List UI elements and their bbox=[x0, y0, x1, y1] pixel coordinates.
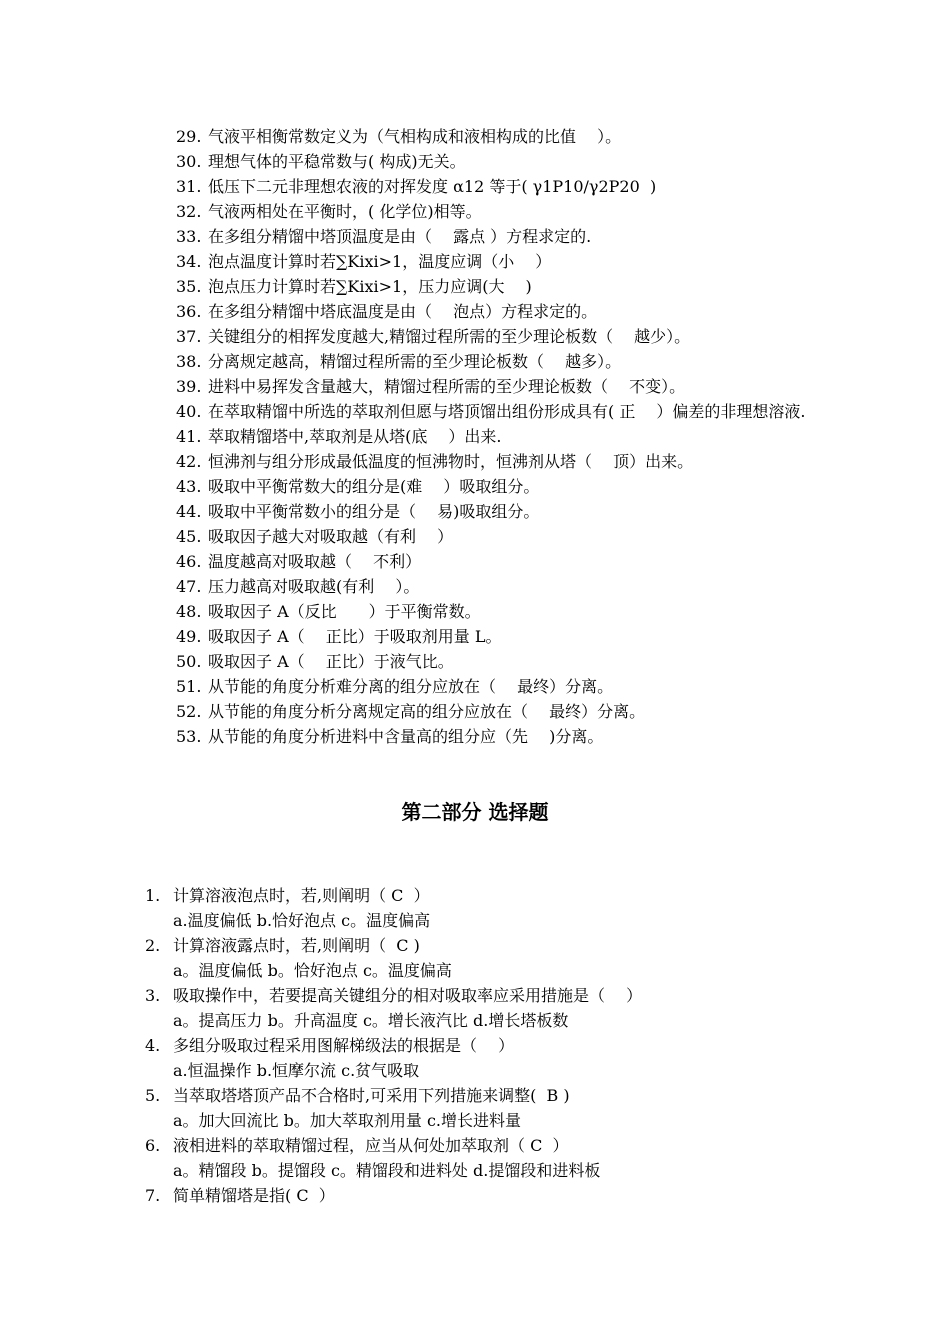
question-text: 吸取操作中，若要提高关键组分的相对吸取率应采用措施是（ ） bbox=[173, 986, 643, 1005]
fill-in-list bbox=[176, 124, 816, 749]
question-line bbox=[145, 1083, 825, 1108]
item-number: 42. bbox=[176, 452, 202, 471]
item-text: 气液平相衡常数定义为（气相构成和液相构成的比值 ）。 bbox=[208, 127, 622, 146]
item-number: 45. bbox=[176, 527, 202, 546]
item-number: 49. bbox=[176, 627, 202, 646]
item-text: 低压下二元非理想农液的对挥发度 α12 等于( γ1P10/γ2P20 ) bbox=[208, 177, 657, 196]
list-item bbox=[176, 324, 816, 349]
item-number: 41. bbox=[176, 427, 202, 446]
question-number: 5. bbox=[145, 1086, 161, 1105]
item-number: 44. bbox=[176, 502, 202, 521]
item-number: 37. bbox=[176, 327, 202, 346]
item-number: 48. bbox=[176, 602, 202, 621]
list-item bbox=[176, 474, 816, 499]
item-text: 理想气体的平稳常数与( 构成)无关。 bbox=[208, 152, 466, 171]
list-item bbox=[176, 374, 816, 399]
list-item bbox=[176, 699, 816, 724]
list-item bbox=[176, 674, 816, 699]
question-number: 3. bbox=[145, 986, 161, 1005]
list-item bbox=[176, 424, 816, 449]
item-number: 40. bbox=[176, 402, 202, 421]
list-item bbox=[176, 274, 816, 299]
item-number: 43. bbox=[176, 477, 202, 496]
item-text: 进料中易挥发含量越大，精馏过程所需的至少理论板数（ 不变）。 bbox=[208, 377, 686, 396]
item-number: 32. bbox=[176, 202, 202, 221]
item-text: 从节能的角度分析分离规定高的组分应放在（ 最终）分离。 bbox=[208, 702, 646, 721]
question-options: a。提高压力 b。升高温度 c。增长液汽比 d.增长塔板数 bbox=[173, 1011, 569, 1030]
item-text: 压力越高对吸取越(有利 ）。 bbox=[208, 577, 420, 596]
list-item bbox=[176, 299, 816, 324]
item-text: 分离规定越高，精馏过程所需的至少理论板数（ 越多）。 bbox=[208, 352, 622, 371]
item-text: 吸取中平衡常数小的组分是（ 易)吸取组分。 bbox=[208, 502, 540, 521]
question-text: 计算溶液泡点时，若,则阐明（ C ） bbox=[173, 886, 430, 905]
item-text: 泡点压力计算时若∑Kixi>1，压力应调(大 ) bbox=[208, 277, 532, 296]
item-text: 气液两相处在平衡时，( 化学位)相等。 bbox=[208, 202, 482, 221]
question-line bbox=[145, 983, 825, 1008]
item-text: 吸取因子 A（反比 ）于平衡常数。 bbox=[208, 602, 481, 621]
question-number: 1. bbox=[145, 886, 161, 905]
list-item bbox=[176, 249, 816, 274]
question-line bbox=[145, 933, 825, 958]
item-number: 29. bbox=[176, 127, 202, 146]
item-text: 关键组分的相挥发度越大,精馏过程所需的至少理论板数（ 越少）。 bbox=[208, 327, 691, 346]
question-item bbox=[145, 1183, 825, 1208]
list-item bbox=[176, 599, 816, 624]
list-item bbox=[176, 224, 816, 249]
item-text: 萃取精馏塔中,萃取剂是从塔(底 ）出来. bbox=[208, 427, 502, 446]
item-number: 36. bbox=[176, 302, 202, 321]
item-number: 33. bbox=[176, 227, 202, 246]
item-text: 在萃取精馏中所选的萃取剂但愿与塔顶馏出组份形成具有( 正 ）偏差的非理想溶液. bbox=[208, 402, 806, 421]
item-text: 温度越高对吸取越（ 不利） bbox=[208, 552, 422, 571]
question-text: 液相进料的萃取精馏过程，应当从何处加萃取剂（ C ） bbox=[173, 1136, 569, 1155]
item-number: 31. bbox=[176, 177, 202, 196]
question-text: 简单精馏塔是指( C ） bbox=[173, 1186, 335, 1205]
item-text: 泡点温度计算时若∑Kixi>1，温度应调（小 ） bbox=[208, 252, 552, 271]
list-item bbox=[176, 149, 816, 174]
item-number: 47. bbox=[176, 577, 202, 596]
list-item bbox=[176, 174, 816, 199]
item-number: 50. bbox=[176, 652, 202, 671]
question-item bbox=[145, 1033, 825, 1083]
list-item bbox=[176, 649, 816, 674]
list-item bbox=[176, 349, 816, 374]
question-item bbox=[145, 1133, 825, 1183]
list-item bbox=[176, 449, 816, 474]
question-number: 6. bbox=[145, 1136, 161, 1155]
list-item bbox=[176, 574, 816, 599]
question-number: 2. bbox=[145, 936, 161, 955]
question-item bbox=[145, 983, 825, 1033]
question-line bbox=[145, 883, 825, 908]
list-item bbox=[176, 124, 816, 149]
item-text: 吸取因子 A（ 正比）于液气比。 bbox=[208, 652, 454, 671]
list-item bbox=[176, 724, 816, 749]
list-item bbox=[176, 524, 816, 549]
item-text: 在多组分精馏中塔顶温度是由（ 露点 ）方程求定的. bbox=[208, 227, 592, 246]
list-item bbox=[176, 624, 816, 649]
list-item bbox=[176, 399, 816, 424]
question-item bbox=[145, 883, 825, 933]
question-line bbox=[145, 1183, 825, 1208]
item-text: 恒沸剂与组分形成最低温度的恒沸物时，恒沸剂从塔（ 顶）出来。 bbox=[208, 452, 694, 471]
choice-list bbox=[145, 883, 825, 1208]
item-number: 38. bbox=[176, 352, 202, 371]
question-text: 当萃取塔塔顶产品不合格时,可采用下列措施来调整( B ) bbox=[173, 1086, 570, 1105]
question-item bbox=[145, 1083, 825, 1133]
item-number: 30. bbox=[176, 152, 202, 171]
question-text: 计算溶液露点时，若,则阐明（ C ) bbox=[173, 936, 420, 955]
item-text: 吸取因子 A（ 正比）于吸取剂用量 L。 bbox=[208, 627, 502, 646]
question-options: a。加大回流比 b。加大萃取剂用量 c.增长进料量 bbox=[173, 1111, 522, 1130]
list-item bbox=[176, 549, 816, 574]
item-number: 39. bbox=[176, 377, 202, 396]
item-number: 53. bbox=[176, 727, 202, 746]
question-text: 多组分吸取过程采用图解梯级法的根据是（ ） bbox=[173, 1036, 515, 1055]
question-options: a.温度偏低 b.恰好泡点 c。温度偏高 bbox=[173, 911, 431, 930]
item-number: 34. bbox=[176, 252, 202, 271]
item-text: 从节能的角度分析难分离的组分应放在（ 最终）分离。 bbox=[208, 677, 614, 696]
item-number: 46. bbox=[176, 552, 202, 571]
question-line bbox=[145, 1133, 825, 1158]
question-options: a。温度偏低 b。恰好泡点 c。温度偏高 bbox=[173, 961, 452, 980]
list-item bbox=[176, 199, 816, 224]
question-item bbox=[145, 933, 825, 983]
question-number: 7. bbox=[145, 1186, 161, 1205]
question-line bbox=[145, 1033, 825, 1058]
list-item bbox=[176, 499, 816, 524]
item-text: 吸取因子越大对吸取越（有利 ） bbox=[208, 527, 454, 546]
item-text: 从节能的角度分析进料中含量高的组分应（先 )分离。 bbox=[208, 727, 604, 746]
item-number: 52. bbox=[176, 702, 202, 721]
item-text: 吸取中平衡常数大的组分是(难 ）吸取组分。 bbox=[208, 477, 540, 496]
item-text: 在多组分精馏中塔底温度是由（ 泡点）方程求定的。 bbox=[208, 302, 598, 321]
item-number: 35. bbox=[176, 277, 202, 296]
question-options: a。精馏段 b。提馏段 c。精馏段和进料处 d.提馏段和进料板 bbox=[173, 1161, 601, 1180]
question-number: 4. bbox=[145, 1036, 161, 1055]
question-options: a.恒温操作 b.恒摩尔流 c.贫气吸取 bbox=[173, 1061, 420, 1080]
item-number: 51. bbox=[176, 677, 202, 696]
section-title: 第二部分 选择题 bbox=[401, 800, 549, 824]
